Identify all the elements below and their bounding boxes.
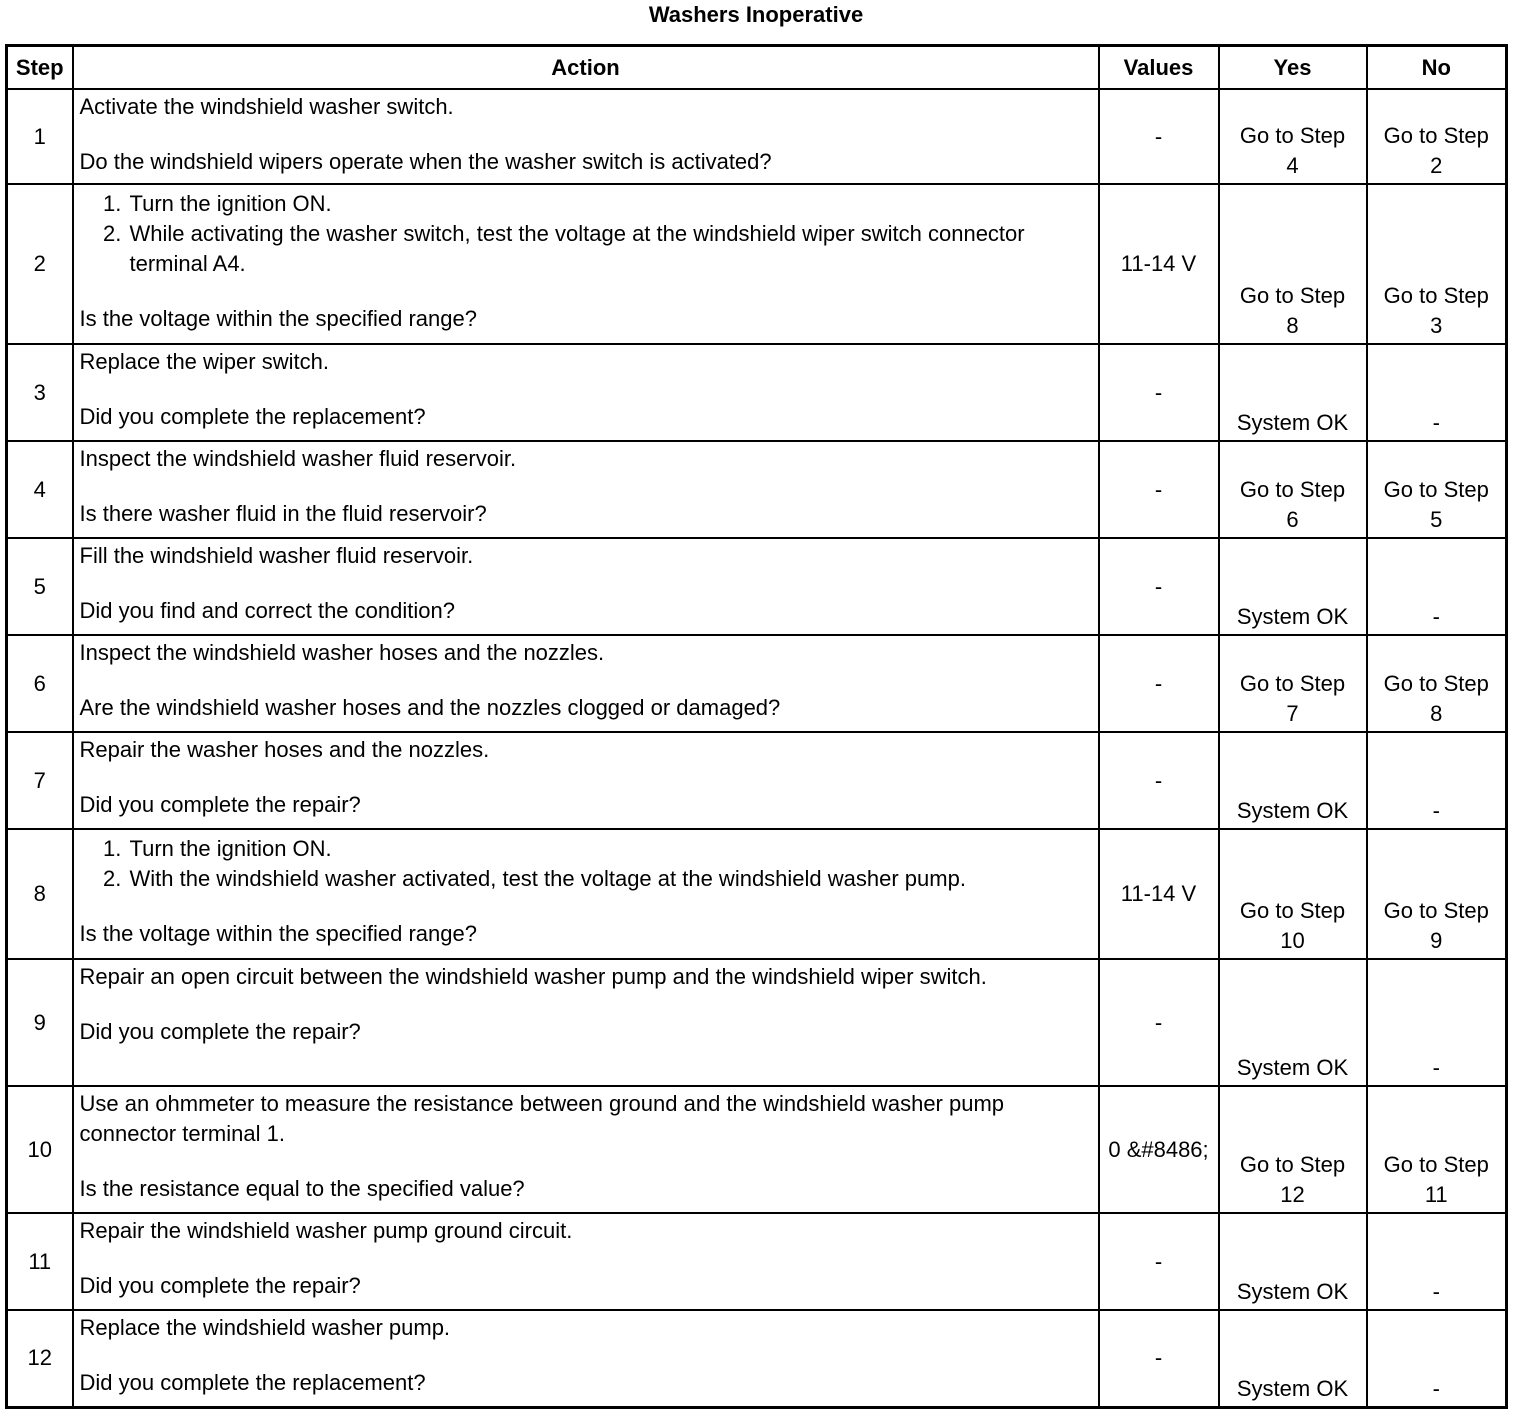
- no-text: -: [1432, 1279, 1440, 1304]
- no-text: 8: [1430, 701, 1443, 726]
- action-cell: [73, 1213, 1099, 1310]
- step-number: 5: [7, 538, 73, 635]
- no-text: Go to Step: [1383, 477, 1489, 502]
- action-question: Is the voltage within the specified range?: [79, 921, 477, 946]
- action-question: Are the windshield washer hoses and the nozzles clogged or damaged?: [79, 695, 781, 720]
- action-question: Did you complete the repair?: [79, 1273, 361, 1298]
- document-title: Washers Inoperative: [648, 2, 864, 27]
- no-text: 2: [1430, 153, 1443, 178]
- no-cell: [1367, 184, 1507, 344]
- action-text: Activate the windshield washer switch.: [79, 94, 454, 119]
- yes-cell: [1219, 441, 1367, 538]
- action-cell: [73, 829, 1099, 959]
- no-text: 11: [1424, 1182, 1448, 1207]
- values-cell: -: [1099, 441, 1219, 538]
- table-header-row: [7, 46, 1507, 90]
- yes-text: System OK: [1236, 798, 1349, 823]
- action-cell: [73, 1086, 1099, 1213]
- action-question: Is the voltage within the specified range?: [79, 306, 477, 331]
- yes-text: System OK: [1236, 410, 1349, 435]
- header-yes: Yes: [1219, 46, 1367, 90]
- yes-text: 4: [1286, 153, 1299, 178]
- values-cell: 0 &#8486;: [1099, 1086, 1219, 1213]
- action-cell: [73, 89, 1099, 184]
- yes-cell: [1219, 344, 1367, 441]
- yes-text: System OK: [1236, 1375, 1349, 1401]
- step-number: 12: [7, 1310, 73, 1407]
- no-text: 9: [1430, 928, 1443, 953]
- action-text: Replace the wiper switch.: [79, 349, 329, 374]
- no-cell: [1367, 344, 1507, 441]
- yes-text: 8: [1286, 313, 1299, 338]
- step-number: 6: [7, 635, 73, 732]
- table-row: [7, 538, 1507, 635]
- yes-text: 7: [1286, 701, 1299, 726]
- diagnostic-table: [5, 44, 1508, 1409]
- values-cell: -: [1099, 635, 1219, 732]
- header-no: No: [1367, 46, 1507, 90]
- no-cell: [1367, 635, 1507, 732]
- action-text: Inspect the windshield washer hoses and the nozzles.: [79, 640, 605, 665]
- no-text: -: [1432, 1375, 1440, 1401]
- yes-text: Go to Step: [1239, 123, 1346, 148]
- header-values: Values: [1099, 46, 1219, 90]
- action-question: Do the windshield wipers operate when the washer switch is activated?: [79, 149, 772, 174]
- action-cell: [73, 344, 1099, 441]
- no-text: -: [1432, 410, 1440, 435]
- action-question: Did you complete the replacement?: [79, 404, 426, 429]
- yes-text: 6: [1286, 507, 1299, 532]
- yes-cell: [1219, 1086, 1367, 1213]
- yes-text: System OK: [1236, 1055, 1349, 1080]
- step-number: 1: [7, 89, 73, 184]
- action-steps-list: [80, 834, 1092, 894]
- action-cell: [73, 1310, 1099, 1407]
- action-question: Did you complete the replacement?: [79, 1370, 426, 1395]
- action-cell: [73, 732, 1099, 829]
- yes-cell: [1219, 89, 1367, 184]
- no-text: Go to Step: [1383, 1152, 1489, 1177]
- no-text: -: [1432, 1055, 1440, 1080]
- yes-text: 12: [1280, 1182, 1305, 1207]
- no-cell: [1367, 1213, 1507, 1310]
- table-body: [7, 89, 1507, 1407]
- no-cell: [1367, 1310, 1507, 1407]
- values-cell: 11-14 V: [1099, 829, 1219, 959]
- table-row: [7, 1086, 1507, 1213]
- header-action: Action: [73, 46, 1099, 90]
- values-cell: -: [1099, 1213, 1219, 1310]
- yes-cell: [1219, 538, 1367, 635]
- action-cell: [73, 635, 1099, 732]
- action-step-item: 2. While activating the washer switch, test the voltage at the windshield wiper switch connector terminal A4.: [128, 219, 1092, 279]
- table-row: [7, 89, 1507, 184]
- action-step-item: 1. Turn the ignition ON.: [128, 189, 1092, 219]
- yes-text: Go to Step: [1239, 477, 1346, 502]
- step-number: 10: [7, 1086, 73, 1213]
- action-step-item: 1. Turn the ignition ON.: [128, 834, 1092, 864]
- table-row: [7, 959, 1507, 1086]
- yes-text: System OK: [1236, 604, 1349, 629]
- step-number: 9: [7, 959, 73, 1086]
- no-text: Go to Step: [1383, 898, 1489, 923]
- no-text: -: [1432, 604, 1440, 629]
- yes-text: Go to Step: [1239, 898, 1346, 923]
- action-question: Is the resistance equal to the specified value?: [79, 1176, 525, 1201]
- action-steps-list: [80, 189, 1092, 279]
- action-text: Replace the windshield washer pump.: [79, 1315, 451, 1340]
- action-question: Did you complete the repair?: [79, 1019, 361, 1044]
- step-number: 8: [7, 829, 73, 959]
- yes-cell: [1219, 732, 1367, 829]
- values-cell: -: [1099, 732, 1219, 829]
- header-step: Step: [7, 46, 73, 90]
- table-row: [7, 344, 1507, 441]
- no-text: -: [1432, 798, 1440, 823]
- action-cell: [73, 184, 1099, 344]
- values-cell: -: [1099, 538, 1219, 635]
- table-row: [7, 441, 1507, 538]
- action-text: Repair an open circuit between the windshield washer pump and the windshield wiper switch.: [79, 964, 987, 989]
- step-number: 2: [7, 184, 73, 344]
- table-row: [7, 1213, 1507, 1310]
- action-text: Repair the windshield washer pump ground circuit.: [79, 1218, 573, 1243]
- step-number: 3: [7, 344, 73, 441]
- yes-cell: [1219, 1213, 1367, 1310]
- no-text: Go to Step: [1383, 123, 1489, 148]
- no-cell: [1367, 1086, 1507, 1213]
- no-cell: [1367, 89, 1507, 184]
- action-text: Repair the washer hoses and the nozzles.: [79, 737, 490, 762]
- values-cell: 11-14 V: [1099, 184, 1219, 344]
- action-text: Use an ohmmeter to measure the resistance between ground and the windshield washer pump connector terminal 1.: [79, 1091, 1011, 1146]
- yes-text: Go to Step: [1239, 671, 1346, 696]
- table-row: [7, 732, 1507, 829]
- action-cell: [73, 441, 1099, 538]
- yes-text: 10: [1280, 928, 1305, 953]
- table-row: [7, 829, 1507, 959]
- yes-cell: [1219, 1310, 1367, 1407]
- action-question: Did you complete the repair?: [79, 792, 361, 817]
- table-row: [7, 635, 1507, 732]
- no-text: 5: [1430, 507, 1443, 532]
- values-cell: -: [1099, 959, 1219, 1086]
- yes-cell: [1219, 829, 1367, 959]
- table-row: [7, 184, 1507, 344]
- action-question: Is there washer fluid in the fluid reservoir?: [79, 501, 487, 526]
- action-text: Inspect the windshield washer fluid reservoir.: [79, 446, 517, 471]
- no-cell: [1367, 959, 1507, 1086]
- values-cell: -: [1099, 344, 1219, 441]
- yes-cell: [1219, 959, 1367, 1086]
- no-cell: [1367, 829, 1507, 959]
- step-number: 7: [7, 732, 73, 829]
- no-text: Go to Step: [1383, 671, 1489, 696]
- action-step-item: 2. With the windshield washer activated, test the voltage at the windshield washer pump.: [128, 864, 1092, 894]
- yes-cell: [1219, 184, 1367, 344]
- values-cell: -: [1099, 1310, 1219, 1407]
- action-text: Fill the windshield washer fluid reservoir.: [79, 543, 474, 568]
- no-cell: [1367, 441, 1507, 538]
- yes-cell: [1219, 635, 1367, 732]
- step-number: 4: [7, 441, 73, 538]
- action-cell: [73, 959, 1099, 1086]
- yes-text: Go to Step: [1239, 1152, 1346, 1177]
- yes-text: Go to Step: [1239, 283, 1346, 308]
- no-cell: [1367, 538, 1507, 635]
- action-cell: [73, 538, 1099, 635]
- no-text: 3: [1430, 313, 1443, 338]
- values-cell: -: [1099, 89, 1219, 184]
- no-text: Go to Step: [1383, 283, 1489, 308]
- action-question: Did you find and correct the condition?: [79, 598, 455, 623]
- no-cell: [1367, 732, 1507, 829]
- yes-text: System OK: [1236, 1279, 1349, 1304]
- step-number: 11: [7, 1213, 73, 1310]
- table-row: [7, 1310, 1507, 1407]
